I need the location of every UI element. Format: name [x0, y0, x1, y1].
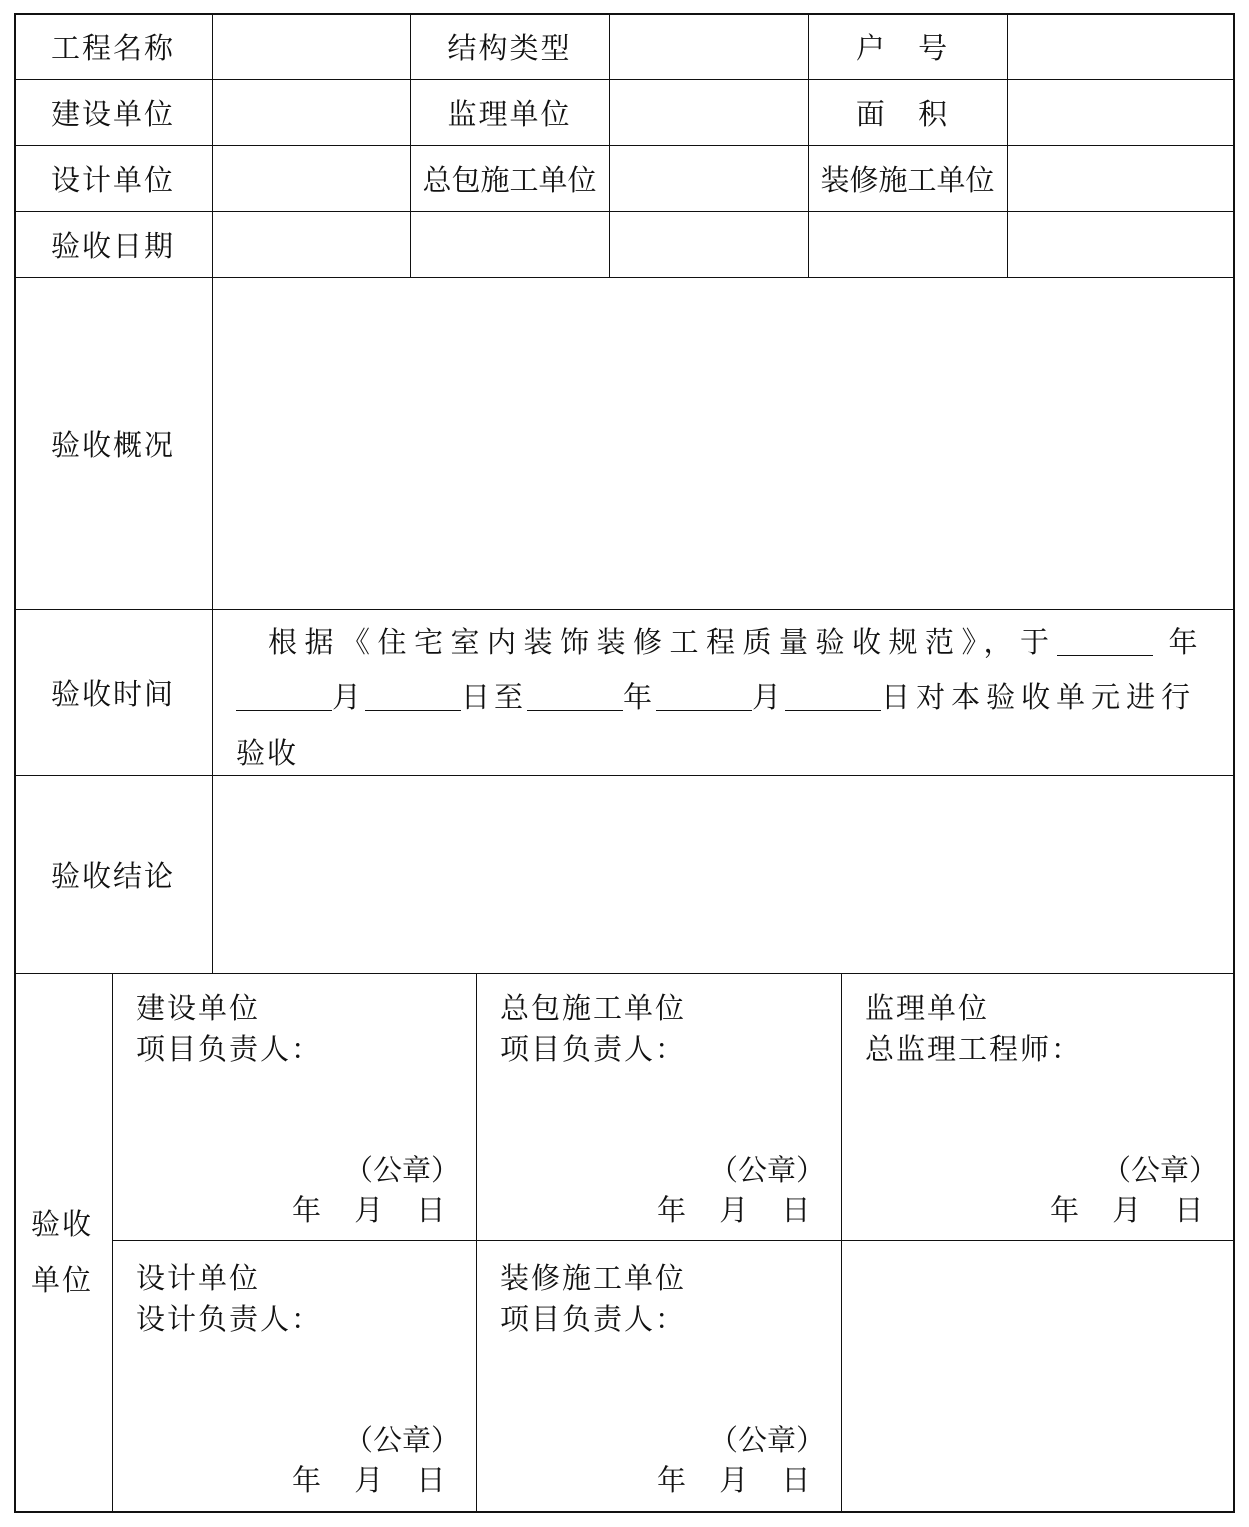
- row-divider: [113, 1240, 1235, 1241]
- structure-type-label: 结构类型: [447, 30, 572, 65]
- supervision-unit-seal: （公章）: [1101, 1153, 1218, 1187]
- decoration-contractor-block: [500, 1258, 686, 1340]
- month-text: 月: [752, 680, 786, 714]
- general-contractor-name: 总包施工单位: [500, 991, 687, 1025]
- decoration-contractor-label: 装修施工单位: [820, 162, 995, 197]
- supervision-unit-role: 总监理工程师：: [865, 1032, 1083, 1066]
- year-text: 年: [623, 680, 657, 714]
- month-text: 月: [332, 680, 366, 714]
- construction-unit-date: 年 月 日: [292, 1193, 446, 1227]
- decoration-contractor-date: 年 月 日: [657, 1463, 811, 1497]
- decoration-contractor-role: 项目负责人：: [500, 1302, 687, 1336]
- design-unit-label: 设计单位: [50, 162, 175, 197]
- acceptance-overview-label: 验收概况: [50, 427, 175, 462]
- supervision-unit-date: 年 月 日: [1050, 1193, 1204, 1227]
- household-number-label: 户 号: [855, 30, 960, 65]
- general-contractor-seal: （公章）: [708, 1153, 825, 1187]
- general-contractor-date: 年 月 日: [657, 1193, 811, 1227]
- start-month-blank: [236, 680, 332, 711]
- design-unit-name: 设计单位: [136, 1261, 261, 1295]
- start-year-blank: [1057, 625, 1153, 656]
- construction-unit-label: 建设单位: [50, 96, 175, 131]
- general-contractor-block: [500, 988, 686, 1070]
- area-label: 面 积: [855, 96, 960, 131]
- col-divider: [1007, 13, 1008, 277]
- construction-unit-seal: （公章）: [343, 1153, 460, 1187]
- design-unit-block: [136, 1258, 322, 1340]
- col-divider: [609, 13, 610, 277]
- acceptance-conclusion-label: 验收结论: [50, 858, 175, 893]
- acceptance-units-label: [31, 1196, 93, 1308]
- construction-unit-name: 建设单位: [136, 991, 261, 1025]
- design-unit-seal: （公章）: [343, 1423, 460, 1457]
- acceptance-time-label: 验收时间: [50, 676, 175, 711]
- time-statement-line-1: [268, 620, 1205, 661]
- end-day-blank: [785, 680, 881, 711]
- end-month-blank: [656, 680, 752, 711]
- supervision-unit-block: [865, 988, 1082, 1070]
- decoration-contractor-name: 装修施工单位: [500, 1261, 687, 1295]
- start-day-blank: [365, 680, 461, 711]
- construction-unit-role: 项目负责人：: [136, 1032, 323, 1066]
- year-text: 年: [1168, 625, 1206, 659]
- col-divider: [112, 973, 113, 1513]
- col-divider: [476, 973, 477, 1513]
- decoration-contractor-seal: （公章）: [708, 1423, 825, 1457]
- time-statement-line-3: 验收: [236, 736, 299, 770]
- time-statement-line-2: [236, 675, 1196, 716]
- end-year-blank: [527, 680, 623, 711]
- regulation-text: 根据《住宅室内装饰装修工程质量验收规范》，于: [268, 625, 1057, 659]
- row-divider: [14, 973, 1235, 974]
- day-to-text: 日至: [461, 680, 528, 714]
- construction-unit-block: [136, 988, 322, 1070]
- general-contractor-role: 项目负责人：: [500, 1032, 687, 1066]
- acceptance-units-label-line2: 单位: [31, 1263, 94, 1297]
- acceptance-units-label-line1: 验收: [31, 1207, 94, 1241]
- design-unit-role: 设计负责人：: [136, 1302, 323, 1336]
- col-divider: [212, 13, 213, 973]
- col-divider: [841, 973, 842, 1513]
- supervision-unit-label: 监理单位: [447, 96, 572, 131]
- acceptance-date-label: 验收日期: [50, 228, 175, 263]
- project-name-label: 工程名称: [50, 30, 175, 65]
- statement-suffix: 日对本验收单元进行: [881, 680, 1197, 714]
- supervision-unit-name: 监理单位: [865, 991, 990, 1025]
- general-contractor-label: 总包施工单位: [422, 162, 597, 197]
- design-unit-date: 年 月 日: [292, 1463, 446, 1497]
